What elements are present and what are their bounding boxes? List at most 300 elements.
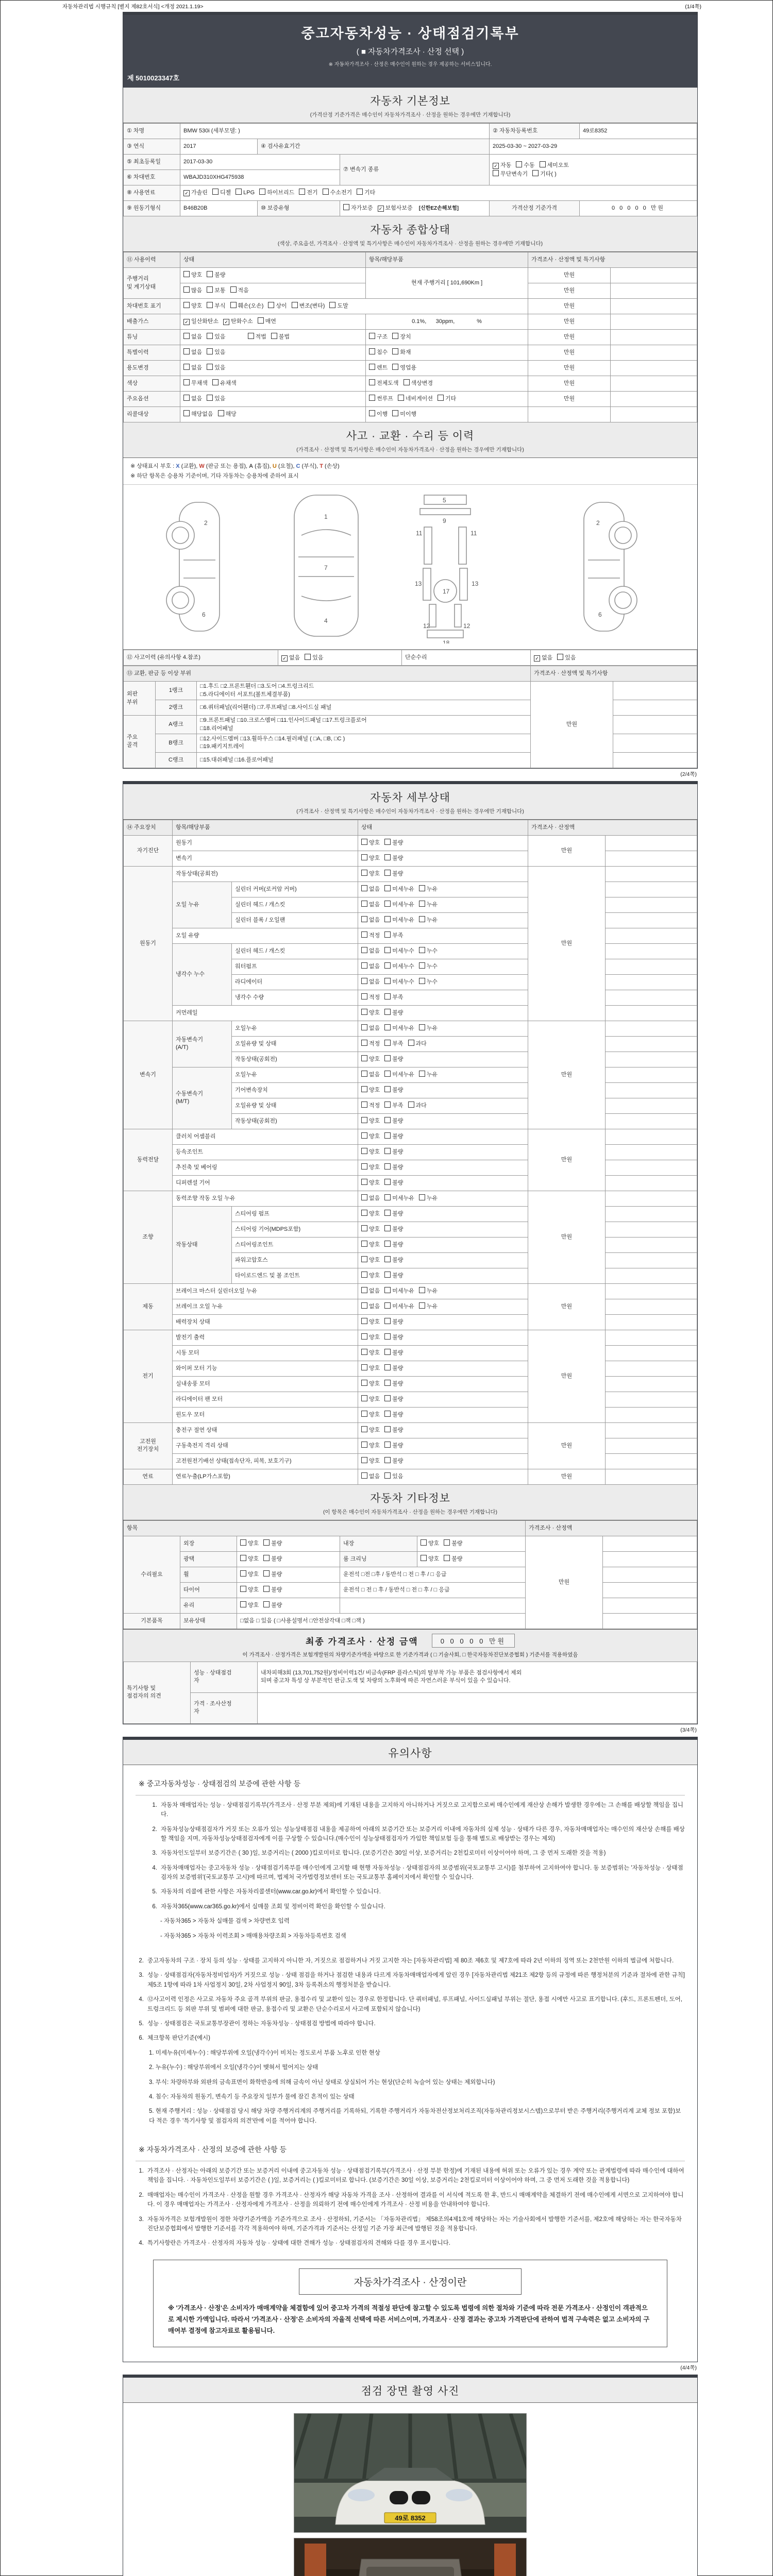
checkbox-option[interactable] — [361, 1024, 380, 1032]
checkbox-option[interactable] — [207, 333, 225, 341]
checkbox-option[interactable] — [384, 1055, 403, 1063]
checkbox-option[interactable] — [236, 189, 255, 197]
checkbox[interactable] — [421, 1555, 427, 1561]
checkbox[interactable] — [369, 333, 375, 339]
checkbox[interactable] — [384, 1302, 391, 1309]
checkbox-option[interactable] — [361, 1086, 380, 1094]
checkbox[interactable] — [419, 962, 425, 969]
checkbox-option[interactable] — [419, 962, 438, 971]
checkbox-option[interactable] — [258, 317, 276, 326]
checkbox[interactable] — [384, 1272, 391, 1278]
checkbox-option[interactable] — [369, 364, 388, 372]
checkbox-option[interactable] — [212, 189, 231, 197]
checkbox-option[interactable] — [361, 1040, 380, 1048]
checkbox[interactable] — [421, 1539, 427, 1546]
checkbox-option[interactable] — [361, 870, 380, 878]
checkbox-option[interactable] — [369, 379, 399, 387]
checkbox[interactable] — [384, 1009, 391, 1015]
checkbox-option[interactable] — [183, 333, 202, 341]
checkbox[interactable] — [343, 204, 349, 210]
checkbox[interactable]: ✓ — [223, 319, 229, 325]
checkbox-option[interactable] — [361, 1349, 380, 1357]
checkbox[interactable] — [384, 1318, 391, 1324]
checkbox[interactable] — [384, 1287, 391, 1293]
checkbox-option[interactable] — [361, 1426, 380, 1434]
checkbox[interactable] — [404, 379, 410, 385]
checkbox-option[interactable] — [392, 410, 416, 418]
checkbox-option[interactable] — [263, 1570, 282, 1579]
checkbox-option[interactable] — [361, 1148, 380, 1156]
checkbox-option[interactable] — [384, 1148, 403, 1156]
checkbox[interactable] — [361, 1225, 367, 1231]
checkbox[interactable] — [384, 1225, 391, 1231]
checkbox[interactable] — [369, 410, 375, 416]
checkbox[interactable] — [361, 1194, 367, 1200]
checkbox[interactable] — [361, 1163, 367, 1170]
checkbox-option[interactable] — [384, 1210, 403, 1218]
checkbox[interactable] — [361, 1380, 367, 1386]
checkbox-option[interactable] — [281, 654, 300, 662]
checkbox-option[interactable] — [384, 839, 403, 847]
checkbox[interactable] — [357, 189, 363, 195]
checkbox[interactable] — [419, 916, 425, 922]
checkbox-option[interactable] — [361, 839, 380, 847]
checkbox-option[interactable] — [361, 993, 380, 1002]
checkbox-option[interactable] — [183, 395, 202, 403]
checkbox-option[interactable] — [369, 410, 388, 418]
checkbox[interactable] — [444, 1539, 450, 1546]
checkbox-option[interactable] — [421, 1539, 439, 1548]
checkbox-option[interactable] — [384, 1040, 403, 1048]
checkbox-option[interactable] — [444, 1555, 462, 1563]
checkbox-option[interactable] — [384, 947, 414, 955]
checkbox-option[interactable] — [516, 161, 534, 170]
checkbox[interactable] — [384, 1256, 391, 1262]
checkbox[interactable] — [369, 364, 375, 370]
checkbox[interactable] — [361, 962, 367, 969]
checkbox[interactable] — [419, 1071, 425, 1077]
checkbox[interactable] — [384, 854, 391, 860]
checkbox[interactable] — [259, 189, 265, 195]
checkbox-option[interactable] — [240, 1555, 259, 1563]
checkbox-option[interactable] — [183, 348, 202, 357]
checkbox-option[interactable] — [361, 1071, 380, 1079]
checkbox[interactable] — [384, 1148, 391, 1154]
checkbox-option[interactable] — [361, 1241, 380, 1249]
checkbox[interactable] — [361, 1395, 367, 1401]
checkbox[interactable] — [240, 1586, 246, 1592]
checkbox[interactable] — [369, 395, 375, 401]
checkbox-option[interactable] — [378, 205, 413, 212]
checkbox-option[interactable] — [223, 318, 253, 326]
checkbox-option[interactable] — [384, 870, 403, 878]
checkbox[interactable] — [384, 1071, 391, 1077]
checkbox-option[interactable] — [419, 916, 438, 924]
checkbox-option[interactable] — [361, 1101, 380, 1110]
checkbox[interactable] — [384, 1179, 391, 1185]
checkbox[interactable] — [361, 1364, 367, 1370]
checkbox[interactable] — [361, 1117, 367, 1123]
checkbox-option[interactable] — [419, 1071, 438, 1079]
checkbox[interactable] — [384, 870, 391, 876]
checkbox[interactable] — [183, 286, 190, 293]
checkbox-option[interactable] — [361, 916, 380, 924]
checkbox-option[interactable] — [408, 1101, 427, 1110]
checkbox[interactable] — [419, 1024, 425, 1030]
checkbox-option[interactable] — [384, 931, 403, 940]
checkbox-option[interactable] — [361, 1364, 380, 1372]
checkbox-option[interactable] — [263, 1539, 282, 1548]
checkbox-option[interactable] — [421, 1555, 439, 1563]
checkbox[interactable] — [369, 348, 375, 354]
checkbox[interactable] — [361, 1009, 367, 1015]
checkbox[interactable] — [361, 1055, 367, 1061]
checkbox[interactable] — [419, 947, 425, 953]
checkbox-option[interactable] — [534, 654, 552, 662]
checkbox-option[interactable] — [305, 654, 323, 662]
checkbox-option[interactable] — [207, 395, 225, 403]
checkbox[interactable] — [183, 333, 190, 339]
checkbox[interactable] — [218, 410, 224, 416]
checkbox[interactable] — [361, 993, 367, 999]
checkbox[interactable] — [384, 1024, 391, 1030]
checkbox-option[interactable] — [240, 1570, 259, 1579]
checkbox-option[interactable] — [384, 1086, 403, 1094]
checkbox[interactable] — [263, 1539, 270, 1546]
checkbox[interactable] — [240, 1539, 246, 1546]
checkbox-option[interactable] — [392, 333, 411, 341]
checkbox[interactable] — [384, 1163, 391, 1170]
checkbox[interactable] — [361, 870, 367, 876]
checkbox[interactable] — [408, 1040, 414, 1046]
checkbox[interactable]: ✓ — [493, 163, 499, 169]
checkbox-option[interactable] — [183, 379, 208, 387]
checkbox-option[interactable] — [398, 395, 433, 403]
checkbox-option[interactable] — [183, 286, 202, 295]
checkbox[interactable] — [361, 885, 367, 891]
checkbox[interactable] — [444, 1555, 450, 1561]
checkbox[interactable] — [384, 1241, 391, 1247]
checkbox[interactable] — [361, 1024, 367, 1030]
checkbox[interactable] — [384, 1117, 391, 1123]
checkbox[interactable] — [248, 333, 254, 339]
checkbox[interactable] — [392, 348, 398, 354]
checkbox[interactable] — [207, 364, 213, 370]
checkbox[interactable] — [361, 1333, 367, 1340]
checkbox-option[interactable] — [183, 271, 202, 279]
checkbox[interactable] — [361, 1179, 367, 1185]
checkbox[interactable] — [240, 1570, 246, 1577]
checkbox-option[interactable] — [361, 854, 380, 862]
checkbox[interactable] — [361, 1071, 367, 1077]
checkbox[interactable] — [361, 1426, 367, 1432]
checkbox[interactable] — [230, 286, 237, 293]
checkbox[interactable] — [384, 1101, 391, 1108]
checkbox[interactable] — [384, 931, 391, 938]
checkbox[interactable]: ✓ — [534, 655, 540, 662]
checkbox-option[interactable] — [438, 395, 456, 403]
checkbox-option[interactable] — [183, 410, 213, 418]
checkbox-option[interactable] — [361, 1272, 380, 1280]
checkbox-option[interactable] — [384, 1256, 403, 1264]
checkbox[interactable] — [361, 1457, 367, 1463]
checkbox[interactable] — [384, 1472, 391, 1479]
checkbox-option[interactable] — [392, 364, 416, 372]
checkbox-option[interactable] — [419, 1287, 438, 1295]
checkbox[interactable] — [384, 993, 391, 999]
checkbox[interactable] — [361, 978, 367, 984]
checkbox-option[interactable] — [230, 302, 264, 310]
checkbox-option[interactable] — [361, 978, 380, 986]
checkbox[interactable] — [540, 161, 546, 167]
checkbox[interactable] — [361, 1302, 367, 1309]
checkbox-option[interactable] — [361, 1442, 380, 1450]
checkbox-option[interactable] — [259, 189, 294, 197]
checkbox[interactable] — [329, 302, 335, 308]
checkbox[interactable] — [207, 286, 213, 293]
checkbox-option[interactable] — [392, 348, 411, 357]
checkbox[interactable] — [183, 271, 190, 277]
checkbox-option[interactable] — [384, 1179, 403, 1187]
checkbox-option[interactable] — [207, 286, 225, 295]
checkbox[interactable] — [384, 1210, 391, 1216]
checkbox[interactable] — [384, 1132, 391, 1139]
checkbox[interactable] — [493, 170, 499, 176]
checkbox-option[interactable] — [384, 1101, 403, 1110]
checkbox-option[interactable] — [419, 901, 438, 909]
checkbox[interactable] — [183, 364, 190, 370]
checkbox[interactable]: ✓ — [183, 190, 190, 196]
checkbox-option[interactable] — [384, 1364, 403, 1372]
checkbox[interactable] — [384, 947, 391, 953]
checkbox[interactable] — [384, 962, 391, 969]
checkbox[interactable] — [361, 1040, 367, 1046]
checkbox-option[interactable] — [361, 1055, 380, 1063]
checkbox-option[interactable] — [384, 1194, 414, 1202]
checkbox-option[interactable] — [419, 1302, 438, 1311]
checkbox-option[interactable] — [384, 901, 414, 909]
checkbox[interactable] — [263, 1586, 270, 1592]
checkbox-option[interactable] — [240, 1586, 259, 1594]
checkbox-option[interactable] — [408, 1040, 427, 1048]
checkbox-option[interactable] — [183, 189, 208, 197]
checkbox[interactable] — [361, 901, 367, 907]
checkbox-option[interactable] — [361, 1194, 380, 1202]
checkbox-option[interactable] — [384, 1132, 403, 1141]
checkbox[interactable] — [292, 302, 298, 308]
checkbox[interactable] — [384, 1333, 391, 1340]
checkbox-option[interactable] — [263, 1586, 282, 1594]
checkbox[interactable] — [230, 302, 237, 308]
checkbox[interactable] — [207, 333, 213, 339]
checkbox-option[interactable] — [323, 189, 352, 197]
checkbox-option[interactable] — [207, 364, 225, 372]
checkbox-option[interactable] — [384, 1163, 403, 1172]
checkbox[interactable]: ✓ — [281, 655, 288, 662]
checkbox[interactable] — [384, 1380, 391, 1386]
checkbox-option[interactable] — [361, 947, 380, 955]
checkbox-option[interactable] — [361, 1132, 380, 1141]
checkbox-option[interactable] — [532, 170, 557, 178]
checkbox[interactable] — [384, 901, 391, 907]
checkbox-option[interactable] — [384, 1457, 403, 1465]
checkbox-option[interactable] — [207, 271, 225, 279]
checkbox[interactable] — [384, 885, 391, 891]
checkbox-option[interactable] — [361, 1302, 380, 1311]
checkbox-option[interactable] — [361, 1009, 380, 1017]
checkbox[interactable] — [384, 1442, 391, 1448]
checkbox[interactable] — [361, 1086, 367, 1092]
checkbox[interactable] — [305, 654, 311, 660]
checkbox-option[interactable] — [263, 1601, 282, 1609]
checkbox-option[interactable] — [384, 1426, 403, 1434]
checkbox-option[interactable] — [444, 1539, 462, 1548]
checkbox-option[interactable] — [361, 1472, 380, 1481]
checkbox[interactable] — [384, 1457, 391, 1463]
checkbox[interactable] — [299, 189, 305, 195]
checkbox[interactable] — [438, 395, 444, 401]
checkbox-option[interactable] — [384, 1241, 403, 1249]
checkbox[interactable] — [361, 1411, 367, 1417]
checkbox-option[interactable] — [271, 333, 290, 341]
checkbox-option[interactable] — [384, 1442, 403, 1450]
checkbox[interactable] — [384, 1364, 391, 1370]
checkbox[interactable] — [271, 333, 277, 339]
checkbox[interactable] — [240, 1601, 246, 1607]
checkbox[interactable] — [361, 1472, 367, 1479]
checkbox-option[interactable] — [384, 854, 403, 862]
checkbox-option[interactable] — [384, 993, 403, 1002]
checkbox-option[interactable] — [384, 1272, 403, 1280]
checkbox[interactable] — [384, 1411, 391, 1417]
checkbox[interactable] — [419, 1194, 425, 1200]
checkbox[interactable] — [263, 1601, 270, 1607]
checkbox[interactable] — [263, 1570, 270, 1577]
checkbox[interactable] — [384, 1395, 391, 1401]
checkbox[interactable] — [240, 1555, 246, 1561]
checkbox-option[interactable] — [361, 1457, 380, 1465]
checkbox[interactable]: ✓ — [183, 319, 190, 325]
checkbox-option[interactable] — [268, 302, 287, 310]
checkbox-option[interactable] — [493, 162, 511, 170]
checkbox-option[interactable] — [361, 1179, 380, 1187]
checkbox-option[interactable] — [207, 302, 225, 310]
checkbox[interactable] — [183, 395, 190, 401]
checkbox[interactable] — [384, 978, 391, 984]
checkbox-option[interactable] — [248, 333, 266, 341]
checkbox[interactable] — [236, 189, 242, 195]
checkbox[interactable] — [398, 395, 404, 401]
checkbox[interactable] — [361, 1442, 367, 1448]
checkbox-option[interactable] — [183, 318, 219, 326]
checkbox[interactable] — [361, 854, 367, 860]
checkbox-option[interactable] — [384, 1318, 403, 1326]
checkbox-option[interactable] — [419, 1194, 438, 1202]
checkbox[interactable] — [361, 1318, 367, 1324]
checkbox-option[interactable] — [361, 1411, 380, 1419]
checkbox-option[interactable] — [369, 395, 393, 403]
checkbox-option[interactable] — [361, 1117, 380, 1125]
checkbox[interactable] — [212, 189, 219, 195]
checkbox-option[interactable] — [384, 885, 414, 893]
checkbox-option[interactable] — [384, 1071, 414, 1079]
checkbox[interactable] — [419, 1302, 425, 1309]
checkbox[interactable] — [419, 901, 425, 907]
checkbox-option[interactable] — [240, 1601, 259, 1609]
checkbox[interactable] — [392, 364, 398, 370]
checkbox-option[interactable] — [384, 1380, 403, 1388]
checkbox[interactable] — [263, 1555, 270, 1561]
checkbox[interactable] — [384, 1086, 391, 1092]
checkbox[interactable] — [384, 916, 391, 922]
checkbox[interactable] — [361, 1287, 367, 1293]
checkbox-option[interactable] — [404, 379, 433, 387]
checkbox[interactable] — [212, 379, 219, 385]
checkbox[interactable] — [361, 1210, 367, 1216]
checkbox[interactable] — [392, 410, 398, 416]
checkbox-option[interactable] — [384, 1287, 414, 1295]
checkbox-option[interactable] — [361, 962, 380, 971]
checkbox-option[interactable] — [299, 189, 317, 197]
checkbox-option[interactable] — [183, 364, 202, 372]
checkbox-option[interactable] — [361, 931, 380, 940]
checkbox-option[interactable] — [384, 1411, 403, 1419]
checkbox-option[interactable] — [212, 379, 237, 387]
checkbox-option[interactable] — [361, 1287, 380, 1295]
checkbox-option[interactable] — [493, 170, 528, 178]
checkbox[interactable] — [361, 1132, 367, 1139]
checkbox-option[interactable] — [384, 1349, 403, 1357]
checkbox[interactable] — [419, 885, 425, 891]
checkbox-option[interactable] — [361, 885, 380, 893]
checkbox-option[interactable] — [419, 885, 438, 893]
checkbox-option[interactable] — [384, 1472, 403, 1481]
checkbox[interactable] — [361, 1272, 367, 1278]
checkbox[interactable] — [361, 1101, 367, 1108]
checkbox[interactable] — [384, 1040, 391, 1046]
checkbox-option[interactable] — [419, 947, 438, 955]
checkbox-option[interactable] — [230, 286, 249, 295]
checkbox[interactable] — [392, 333, 398, 339]
checkbox-option[interactable] — [361, 1318, 380, 1326]
checkbox[interactable] — [361, 1148, 367, 1154]
checkbox[interactable] — [361, 1349, 367, 1355]
checkbox-option[interactable] — [540, 161, 569, 170]
checkbox[interactable] — [183, 379, 190, 385]
checkbox-option[interactable] — [384, 1333, 403, 1342]
checkbox[interactable] — [361, 931, 367, 938]
checkbox-option[interactable] — [207, 348, 225, 357]
checkbox[interactable] — [384, 1349, 391, 1355]
checkbox[interactable] — [532, 170, 539, 176]
checkbox-option[interactable] — [361, 1380, 380, 1388]
checkbox[interactable] — [183, 302, 190, 308]
checkbox-option[interactable] — [369, 333, 388, 341]
checkbox[interactable] — [516, 161, 522, 167]
checkbox-option[interactable] — [419, 1024, 438, 1032]
checkbox[interactable] — [207, 395, 213, 401]
checkbox-option[interactable] — [361, 901, 380, 909]
checkbox[interactable] — [408, 1101, 414, 1108]
checkbox[interactable] — [419, 1287, 425, 1293]
checkbox-option[interactable] — [343, 204, 373, 212]
checkbox[interactable] — [384, 1426, 391, 1432]
checkbox[interactable] — [258, 317, 264, 324]
checkbox-option[interactable] — [292, 302, 325, 310]
checkbox-option[interactable] — [369, 348, 388, 357]
checkbox[interactable] — [384, 839, 391, 845]
checkbox-option[interactable] — [361, 1395, 380, 1403]
